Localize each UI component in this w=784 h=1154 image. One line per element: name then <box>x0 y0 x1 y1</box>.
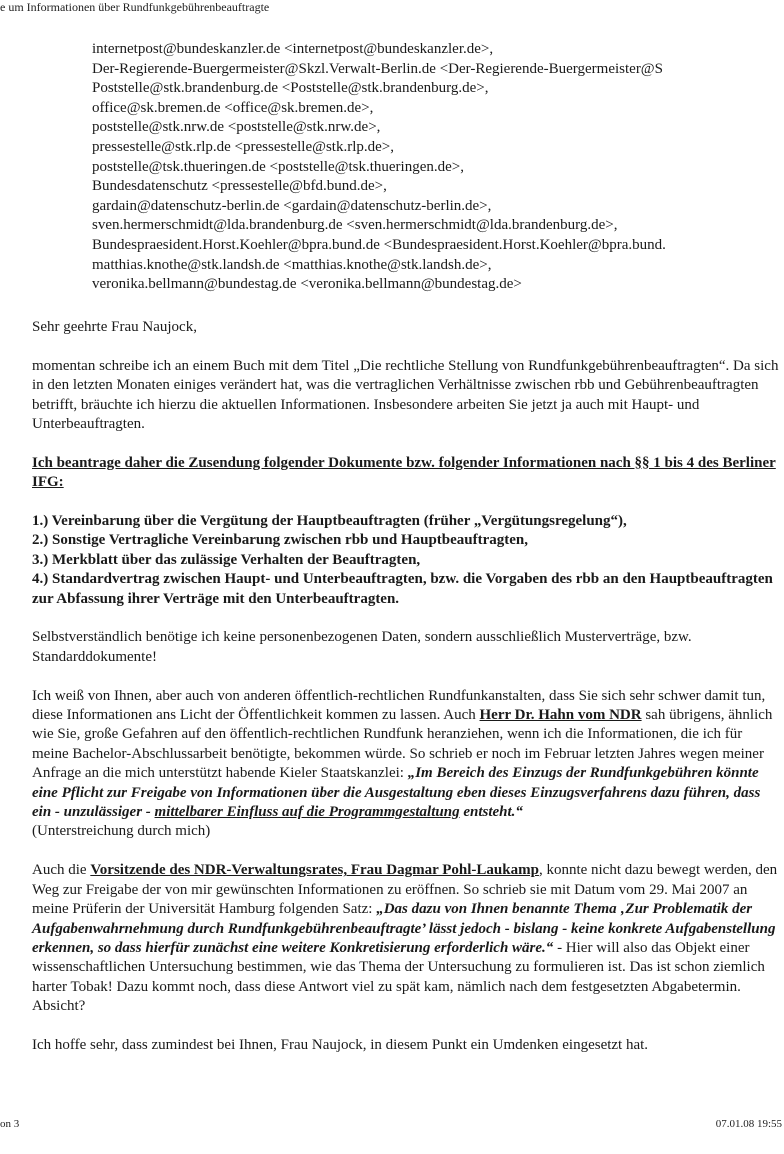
request-item: 3.) Merkblatt über das zulässige Verhalten der Beauftragten, <box>32 551 421 568</box>
recipient: gardain@datenschutz-berlin.de <gardain@datenschutz-berlin.de>, <box>92 197 492 214</box>
underlined-quote: mittelbarer Einfluss auf die Programmgestaltung <box>154 804 460 821</box>
note: (Unterstreichung durch mich) <box>32 823 211 840</box>
recipient: Bundespraesident.Horst.Koehler@bpra.bund.de <Bundespraesident.Horst.Koehler@bpra.bund. <box>92 236 666 253</box>
letter-body <box>32 318 782 1075</box>
recipient: internetpost@bundeskanzler.de <internetpost@bundeskanzler.de>, <box>92 41 494 57</box>
recipient: pressestelle@stk.rlp.de <pressestelle@stk.rlp.de>, <box>92 138 394 155</box>
recipient: Poststelle@stk.brandenburg.de <Poststelle@stk.brandenburg.de>, <box>92 80 489 97</box>
print-header-title: e um Informationen über Rundfunkgebührenbeauftragte <box>0 0 270 14</box>
page-number: on 3 <box>0 1118 20 1130</box>
print-datetime: 07.01.08 19:55 <box>715 1118 782 1130</box>
request-heading: Ich beantrage daher die Zusendung folgender Dokumente bzw. folgender Informationen nach §§ 1 bis 4 des Berliner IFG: <box>32 454 776 491</box>
recipient: poststelle@stk.nrw.de <poststelle@stk.nrw.de>, <box>92 119 381 136</box>
recipient: poststelle@tsk.thueringen.de <poststelle@tsk.thueringen.de>, <box>92 158 464 175</box>
verwaltungsrat-paragraph: Auch die Vorsitzende des NDR-Verwaltungsrates, Frau Dagmar Pohl-Laukamp, konnte nicht dazu bewegt werden, den Weg zur Freigabe der von mir gewünschten Informationen zu eröffnen. So schrieb sie mit Datum vom 29. Mai 2007 an meine Prüferin der Universität Hamburg folgenden Satz: „Das dazu von Ihnen benannte Thema ‚Zur Problematik der Aufgabenwahrnehmung durch Rundfunkgebührenbeauftragte’ lässt jedoch - bislang - keine konkrete Aufgabenstellung erkennen, so dass hierfür zunächst eine weitere Konkretisierung erforderlich wäre.“ - Hier will also das Objekt einer wissenschaftlichen Untersuchung bestimmen, wie das Thema der Untersuchung zu formulieren ist. Das ist schon ziemlich harter Tobak! Dazu kommt noch, dass diese Antwort viel zu spät kam, nämlich nach dem festgesetzten Abgabetermin. Absicht? <box>32 862 778 1015</box>
recipient: Bundesdatenschutz <pressestelle@bfd.bund.de>, <box>92 178 387 195</box>
request-item: 1.) Vereinbarung über die Vergütung der Hauptbeauftragten (früher „Vergütungsregelung“), <box>32 513 627 530</box>
recipient: sven.hermerschmidt@lda.brandenburg.de <sven.hermerschmidt@lda.brandenburg.de>, <box>92 217 618 234</box>
closing-paragraph: Ich hoffe sehr, dass zumindest bei Ihnen, Frau Naujock, in diesem Punkt ein Umdenken eingesetzt hat. <box>32 1036 649 1053</box>
request-item: 2.) Sonstige Vertragliche Vereinbarung zwischen rbb und Hauptbeauftragten, <box>32 532 529 549</box>
ndr-paragraph: Ich weiß von Ihnen, aber auch von anderen öffentlich-rechtlichen Rundfunkanstalten, dass Sie sich sehr schwer damit tun, diese Informationen ans Licht der Öffentlichkeit kommen zu lassen. Auch Herr Dr. Hahn vom NDR sah übrigens, ähnlich wie Sie, große Gefahren auf den öffentlich-rechtlichen Rundfunk heranziehen, wenn ich die Informationen, die ich für meine Bachelor-Abschlussarbeit benötigte, bekommen würde. So schrieb er noch im Februar letzten Jahres wegen meiner Anfrage an die mich unterstützt habende Kieler Staatskanzlei: „Im Bereich des Einzugs der Rundfunkgebühren könnte eine Pflicht zur Freigabe von Informationen über die Ausgestaltung eben dieses Einzugsverfahrens dazu führen, dass ein - unzulässiger - mittelbarer Einfluss auf die Programmgestaltung entsteht.“ (Unterstreichung durch mich) <box>32 687 773 840</box>
recipient: Der-Regierende-Buergermeister@Skzl.Verwalt-Berlin.de <Der-Regierende-Buergermeister@S <box>92 60 663 77</box>
salutation: Sehr geehrte Frau Naujock, <box>32 319 197 335</box>
quote: „Im Bereich des Einzugs der Rundfunkgebühren könnte eine Pflicht zur Freigabe von Informationen über die Ausgestaltung eben dieses Einzugsverfahrens dazu führen, dass ein - unzulässiger - <box>32 765 761 821</box>
request-list <box>32 512 782 609</box>
recipient: office@sk.bremen.de <office@sk.bremen.de>, <box>92 99 374 116</box>
recipient: veronika.bellmann@bundestag.de <veronika.bellmann@bundestag.de> <box>92 276 522 293</box>
highlighted-name: Vorsitzende des NDR-Verwaltungsrates, Frau Dagmar Pohl-Laukamp <box>90 862 539 879</box>
highlighted-name: Herr Dr. Hahn vom NDR <box>479 707 642 724</box>
recipient: matthias.knothe@stk.landsh.de <matthias.knothe@stk.landsh.de>, <box>92 256 492 273</box>
quote: „Das dazu von Ihnen benannte Thema ‚Zur Problematik der Aufgabenwahrnehmung durch Rundfunkgebührenbeauftragte’ lässt jedoch - bislang - keine konkrete Aufgabenstellung erkennen, so dass hierfür zunächst eine weitere Konkretisierung erforderlich wäre.“ <box>32 901 776 956</box>
no-personal-data-paragraph: Selbstverständlich benötige ich keine personenbezogenen Daten, sondern ausschließlich Musterverträge, bzw. Standarddokumente! <box>32 629 692 665</box>
request-item: 4.) Standardvertrag zwischen Haupt- und Unterbeauftragten, bzw. die Vorgaben des rbb an den Hauptbeauftragten zur Abfassung ihrer Verträge mit den Unterbeauftragten. <box>32 571 773 607</box>
recipient-list <box>92 40 666 295</box>
intro-paragraph: momentan schreibe ich an einem Buch mit dem Titel „Die rechtliche Stellung von Rundfunkgebührenbeauftragten“. Da sich in den letzten Monaten einiges verändert hat, was die vertraglichen Verhältnisse zwischen rbb und Gebührenbeauftragten betrifft, bräuchte ich hierzu die aktuellen Informationen. Insbesondere arbeiten Sie jetzt ja auch mit Haupt- und Unterbeauftragten. <box>32 357 779 433</box>
